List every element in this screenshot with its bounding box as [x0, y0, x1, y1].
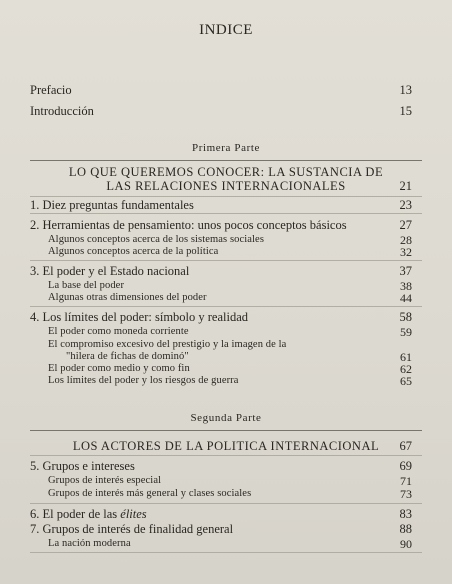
subentry: Algunos conceptos acerca de los sistemas sociales: [48, 234, 265, 245]
chapter-1: 1. Diez preguntas fundamentales: [30, 198, 194, 212]
subentry-page: 59: [400, 325, 412, 339]
subentry: El poder como moneda corriente: [48, 326, 189, 337]
divider: [30, 260, 422, 261]
chapter-5: 5. Grupos e intereses: [30, 459, 135, 473]
chapter-4: 4. Los límites del poder: símbolo y realidad: [30, 310, 249, 324]
chapter-5-page: 69: [399, 459, 412, 473]
part-heading-1: Primera Parte: [192, 142, 260, 154]
subentry-page: 28: [400, 233, 412, 247]
chapter-6: [30, 507, 147, 522]
subentry-page: 73: [400, 487, 412, 501]
chapter-6-label-emphasis: élites: [120, 507, 147, 521]
section-title-1b: LAS RELACIONES INTERNACIONALES: [106, 179, 346, 193]
subentry: La nación moderna: [48, 538, 131, 549]
section-title-1a: LO QUE QUEREMOS CONOCER: LA SUSTANCIA DE: [68, 165, 384, 179]
chapter-3: 3. El poder y el Estado nacional: [30, 264, 190, 278]
subentry: La base del poder: [48, 280, 125, 291]
subentry-page: 71: [400, 474, 412, 488]
subentry: El poder como medio y como fin: [48, 363, 190, 374]
divider: [30, 213, 422, 214]
chapter-2: 2. Herramientas de pensamiento: unos pocos conceptos básicos: [30, 218, 347, 232]
part-heading-2: Segunda Parte: [190, 412, 262, 424]
divider: [30, 552, 422, 553]
subentry: Algunos conceptos acerca de la política: [48, 246, 219, 257]
subentry-page: 90: [400, 537, 412, 551]
subentry: Grupos de interés especial: [48, 475, 162, 486]
chapter-6-page: 83: [399, 507, 412, 521]
section-page-1: 21: [399, 179, 412, 193]
section-page-2: 67: [399, 439, 412, 453]
chapter-6-label: 6. El poder de las: [30, 507, 121, 521]
divider: [30, 306, 422, 307]
divider: [30, 430, 422, 431]
chapter-7: 7. Grupos de interés de finalidad general: [30, 522, 234, 536]
subentry: Grupos de interés más general y clases sociales: [48, 488, 252, 499]
chapter-4-page: 58: [399, 310, 412, 324]
page-title: INDICE: [199, 22, 253, 38]
subentry-page: 38: [400, 279, 412, 293]
chapter-3-page: 37: [399, 264, 412, 278]
divider: [30, 503, 422, 504]
subentry-page: 62: [400, 362, 412, 376]
page-introduccion: 15: [399, 104, 412, 118]
subentry: Algunas otras dimensiones del poder: [48, 292, 207, 303]
subentry-page: 61: [400, 350, 412, 364]
chapter-7-page: 88: [399, 522, 412, 536]
chapter-1-page: 23: [399, 198, 412, 212]
divider: [30, 196, 422, 197]
subentry: "hilera de fichas de dominó": [66, 351, 189, 362]
chapter-2-page: 27: [399, 218, 412, 232]
section-title-2: LOS ACTORES DE LA POLITICA INTERNACIONAL: [72, 439, 380, 453]
divider: [30, 455, 422, 456]
entry-prefacio: Prefacio: [30, 83, 72, 97]
subentry-page: 44: [400, 291, 412, 305]
subentry-page: 32: [400, 245, 412, 259]
page-prefacio: 13: [399, 83, 412, 97]
subentry-page: 65: [400, 374, 412, 388]
subentry: El compromiso excesivo del prestigio y la imagen de la: [48, 339, 287, 350]
entry-introduccion: Introducción: [30, 104, 94, 118]
divider: [30, 160, 422, 161]
subentry: Los límites del poder y los riesgos de guerra: [48, 375, 239, 386]
